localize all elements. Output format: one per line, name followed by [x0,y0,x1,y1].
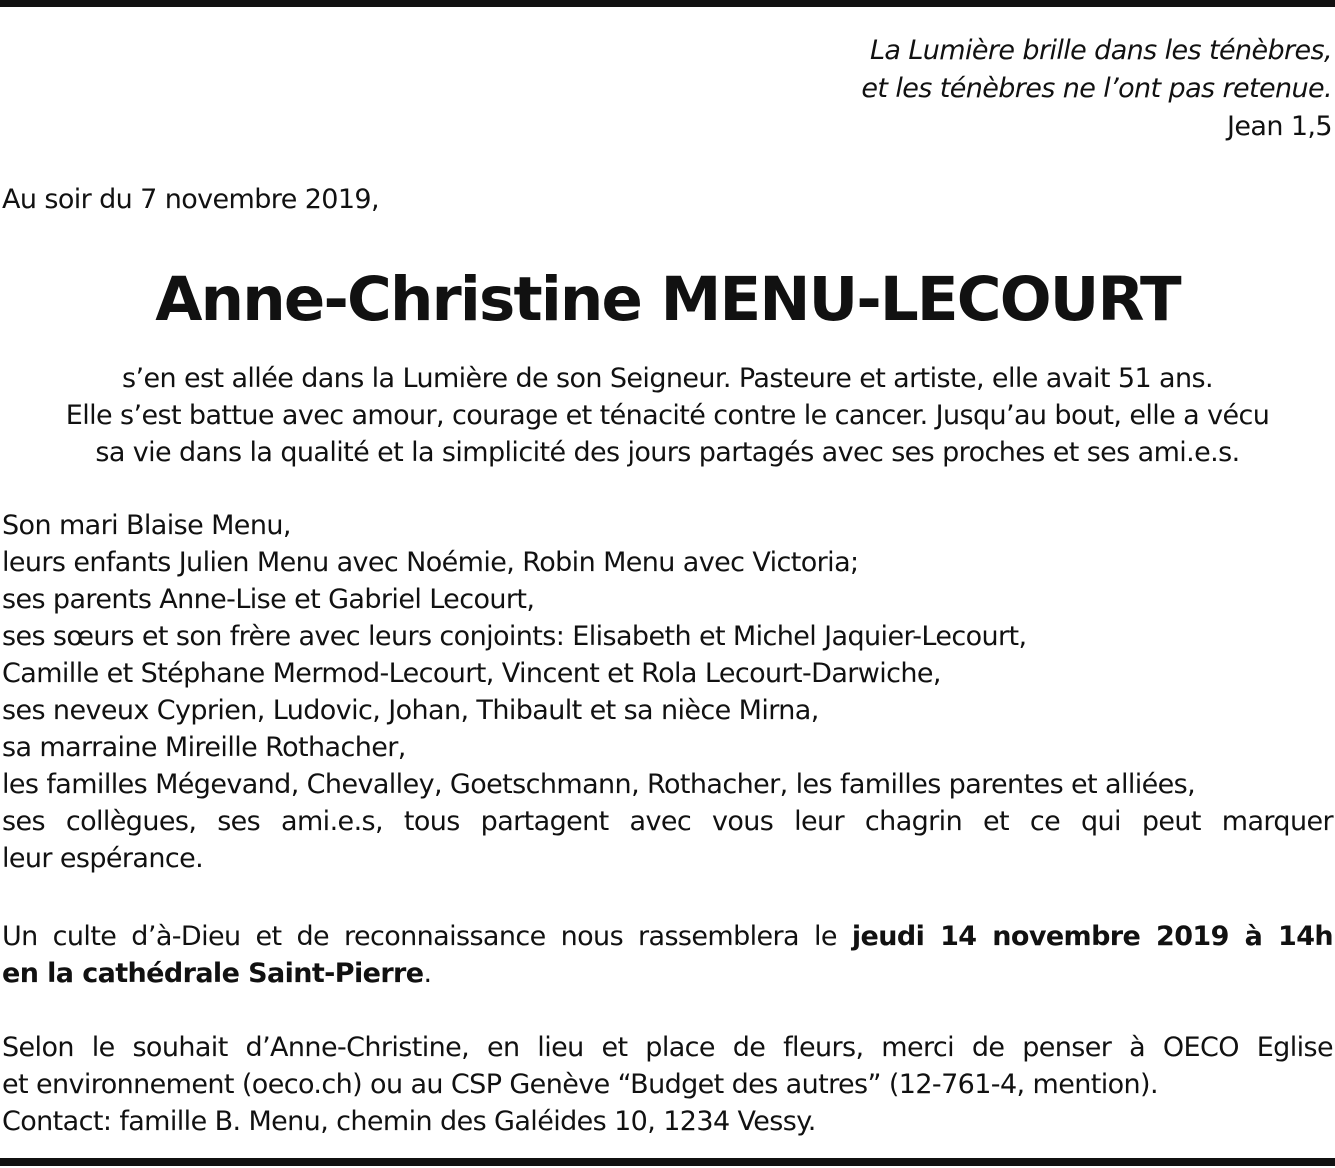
family-line: leurs enfants Julien Menu avec Noémie, Robin Menu avec Victoria; [2,547,859,578]
family-line: ses collègues, ses ami.e.s, tous partagent avec vous leur chagrin et ce qui peut marquer [2,806,1333,837]
deceased-name: Anne-Christine MENU-LECOURT [155,264,1180,335]
ceremony-lead: Un culte d’à-Dieu et de reconnaissance nous rassemblera le [2,921,852,952]
wishes-line: et environnement (oeco.ch) ou au CSP Genève “Budget des autres” (12-761-4, mention). [2,1069,1158,1100]
ceremony-end: . [423,958,432,989]
family-line: Son mari Blaise Menu, [2,510,291,541]
epigraph-line-1: La Lumière brille dans les ténèbres, [869,35,1332,66]
announcement-line: s’en est allée dans la Lumière de son Seigneur. Pasteure et artiste, elle avait 51 ans. [122,363,1213,394]
ceremony-line-2 [2,955,1333,992]
announcement-line: sa vie dans la qualité et la simplicité des jours partagés avec ses proches et ses ami.e.s. [95,437,1240,468]
wishes-line: Contact: famille B. Menu, chemin des Galéides 10, 1234 Vessy. [2,1106,816,1137]
family-line: ses parents Anne-Lise et Gabriel Lecourt, [2,584,535,615]
bottom-border-rule [0,1158,1335,1166]
ceremony-location: en la cathédrale Saint-Pierre [2,958,424,989]
intro-date-line: Au soir du 7 novembre 2019, [2,184,379,215]
family-line: leur espérance. [2,843,204,874]
epigraph-reference: Jean 1,5 [1227,111,1332,142]
epigraph-line-2: et les ténèbres ne l’ont pas retenue. [861,73,1332,104]
ceremony-line-1 [2,918,1333,955]
family-line: sa marraine Mireille Rothacher, [2,732,406,763]
family-line: ses sœurs et son frère avec leurs conjoints: Elisabeth et Michel Jaquier-Lecourt, [2,621,1027,652]
family-line: les familles Mégevand, Chevalley, Goetschmann, Rothacher, les familles parentes et alliées, [2,769,1196,800]
family-list [2,507,1333,877]
wishes-line: Selon le souhait d’Anne-Christine, en lieu et place de fleurs, merci de penser à OECO Eglise [2,1032,1333,1063]
top-border-rule [0,0,1335,7]
announcement [0,360,1335,471]
family-line: ses neveux Cyprien, Ludovic, Johan, Thibault et sa nièce Mirna, [2,695,819,726]
family-line: Camille et Stéphane Mermod-Lecourt, Vincent et Rola Lecourt-Darwiche, [2,658,941,689]
ceremony-notice [2,918,1333,992]
wishes-contact [2,1029,1333,1140]
ceremony-date-time: jeudi 14 novembre 2019 à 14h [851,921,1333,952]
epigraph [861,32,1332,146]
announcement-line: Elle s’est battue avec amour, courage et ténacité contre le cancer. Jusqu’au bout, elle a vécu [65,400,1270,431]
